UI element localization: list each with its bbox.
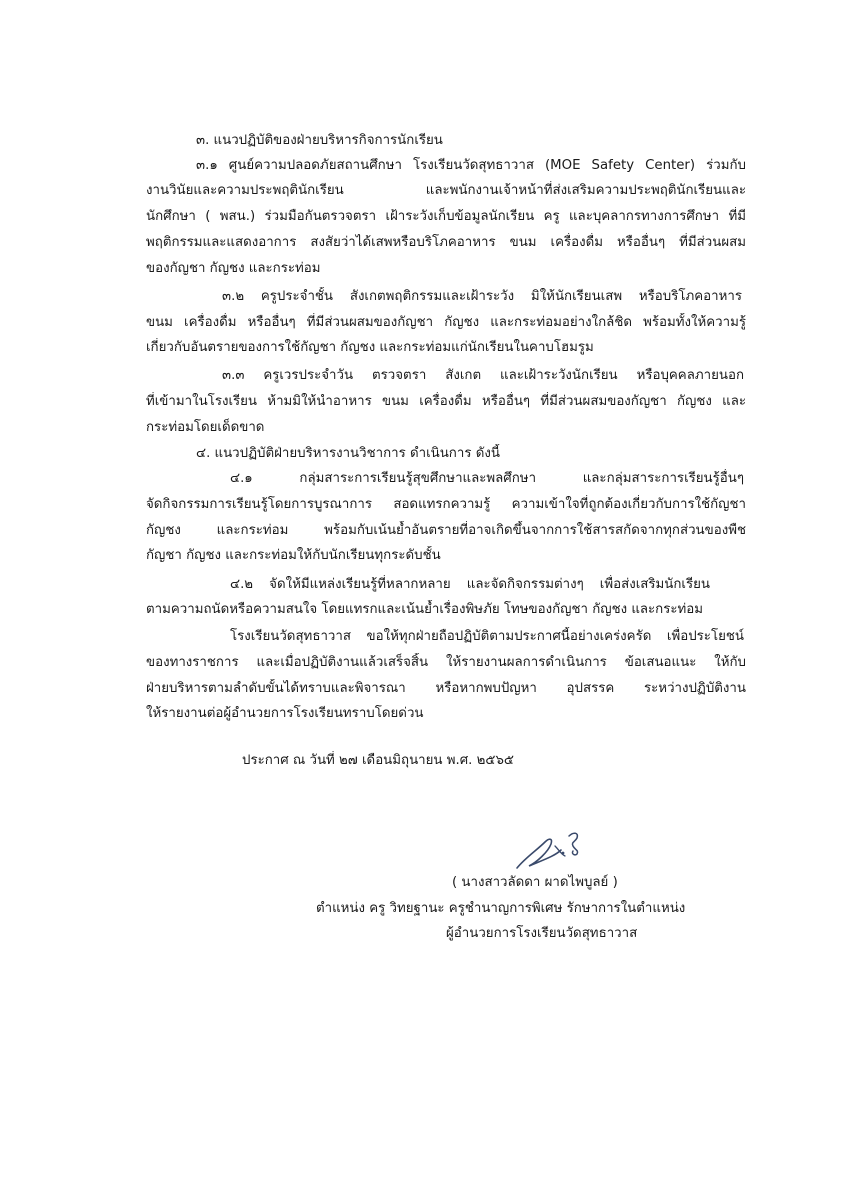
closing-line-1: โรงเรียนวัดสุทธาวาส ขอให้ทุกฝ่ายถือปฏิบัติตามประกาศนี้อย่างเคร่งครัด เพื่อประโยชน์ bbox=[230, 629, 744, 644]
signatory-position-line-2: ผู้อำนวยการโรงเรียนวัดสุทธาวาส bbox=[446, 926, 638, 941]
section-4-heading: ๔. แนวปฏิบัติฝ่ายบริหารงานวิชาการ ดำเนินการ ดังนี้ bbox=[196, 446, 500, 461]
item-3-1-line-5: ของกัญชา กัญชง และกระท่อม bbox=[146, 261, 321, 276]
handwritten-signature bbox=[503, 820, 593, 880]
section-3-heading: ๓. แนวปฏิบัติของฝ่ายบริหารกิจการนักเรียน bbox=[196, 133, 443, 148]
item-3-1-line-1: ๓.๑ ศูนย์ความปลอดภัยสถานศึกษา โรงเรียนวัดสุทธาวาส (MOE Safety Center) ร่วมกับ bbox=[196, 158, 746, 173]
item-3-2-line-3: เกี่ยวกับอันตรายของการใช้กัญชา กัญชง และกระท่อมแก่นักเรียนในคาบโฮมรูม bbox=[146, 340, 594, 355]
item-4-1-line-3: กัญชง และกระท่อม พร้อมกับเน้นย้ำอันตรายที่อาจเกิดขึ้นจากการใช้สารสกัดจากทุกส่วนของพืช bbox=[146, 523, 746, 538]
item-4-1-line-4: กัญชา กัญชง และกระท่อมให้กับนักเรียนทุกระดับชั้น bbox=[146, 548, 441, 563]
item-3-3-line-1: ๓.๓ ครูเวรประจำวัน ตรวจตรา สังเกต และเฝ้าระวังนักเรียน หรือบุคคลภายนอก bbox=[222, 368, 744, 383]
closing-line-2: ของทางราชการ และเมื่อปฏิบัติงานแล้วเสร็จสิ้น ให้รายงานผลการดำเนินการ ข้อเสนอแนะ ให้กับ bbox=[146, 655, 746, 670]
closing-line-3: ฝ่ายบริหารตามลำดับขั้นได้ทราบและพิจารณา หรือหากพบปัญหา อุปสรรค ระหว่างปฏิบัติงาน bbox=[146, 681, 746, 696]
item-4-1-line-2: จัดกิจกรรมการเรียนรู้โดยการบูรณาการ สอดแทรกความรู้ ความเข้าใจที่ถูกต้องเกี่ยวกับการใช้กัญชา bbox=[146, 497, 746, 512]
item-4-1-line-1: ๔.๑ กลุ่มสาระการเรียนรู้สุขศึกษาและพลศึกษา และกลุ่มสาระการเรียนรู้อื่นๆ bbox=[230, 471, 744, 486]
item-4-2-line-1: ๔.๒ จัดให้มีแหล่งเรียนรู้ที่หลากหลาย และจัดกิจกรรมต่างๆ เพื่อส่งเสริมนักเรียน bbox=[230, 577, 710, 592]
item-3-3-line-3: กระท่อมโดยเด็ดขาด bbox=[146, 420, 265, 435]
item-3-3-line-2: ที่เข้ามาในโรงเรียน ห้ามมิให้นำอาหาร ขนม เครื่องดื่ม หรืออื่นๆ ที่มีส่วนผสมของกัญชา กัญชง และ bbox=[146, 394, 746, 409]
announce-date: ประกาศ ณ วันที่ ๒๗ เดือนมิถุนายน พ.ศ. ๒๕๖๕ bbox=[242, 753, 514, 768]
item-3-1-line-4: พฤติกรรมและแสดงอาการ สงสัยว่าได้เสพหรือบริโภคอาหาร ขนม เครื่องดื่ม หรืออื่นๆ ที่มีส่วนผสม bbox=[146, 235, 746, 250]
closing-line-4: ให้รายงานต่อผู้อำนวยการโรงเรียนทราบโดยด่วน bbox=[146, 706, 424, 721]
signatory-position-line-1: ตำแหน่ง ครู วิทยฐานะ ครูชำนาญการพิเศษ รักษาการในตำแหน่ง bbox=[316, 901, 686, 916]
item-4-2-line-2: ตามความถนัดหรือความสนใจ โดยแทรกและเน้นย้ำเรื่องพิษภัย โทษของกัญชา กัญชง และกระท่อม bbox=[146, 602, 704, 617]
item-3-2-line-2: ขนม เครื่องดื่ม หรืออื่นๆ ที่มีส่วนผสมของกัญชา กัญชง และกระท่อมอย่างใกล้ชิด พร้อมทั้งให้ความรู้ bbox=[146, 315, 746, 330]
item-3-1-line-3: นักศึกษา ( พสน.) ร่วมมือกันตรวจตรา เฝ้าระวังเก็บข้อมูลนักเรียน ครู และบุคลากรทางการศึกษา ที่มี bbox=[146, 209, 746, 224]
item-3-2-line-1: ๓.๒ ครูประจำชั้น สังเกตพฤติกรรมและเฝ้าระวัง มิให้นักเรียนเสพ หรือบริโภคอาหาร bbox=[222, 289, 742, 304]
signatory-name: ( นางสาวลัดดา ผาดไพบูลย์ ) bbox=[452, 875, 618, 890]
item-3-1-line-2: งานวินัยและความประพฤตินักเรียน และพนักงานเจ้าหน้าที่ส่งเสริมความประพฤตินักเรียนและ bbox=[146, 183, 746, 198]
